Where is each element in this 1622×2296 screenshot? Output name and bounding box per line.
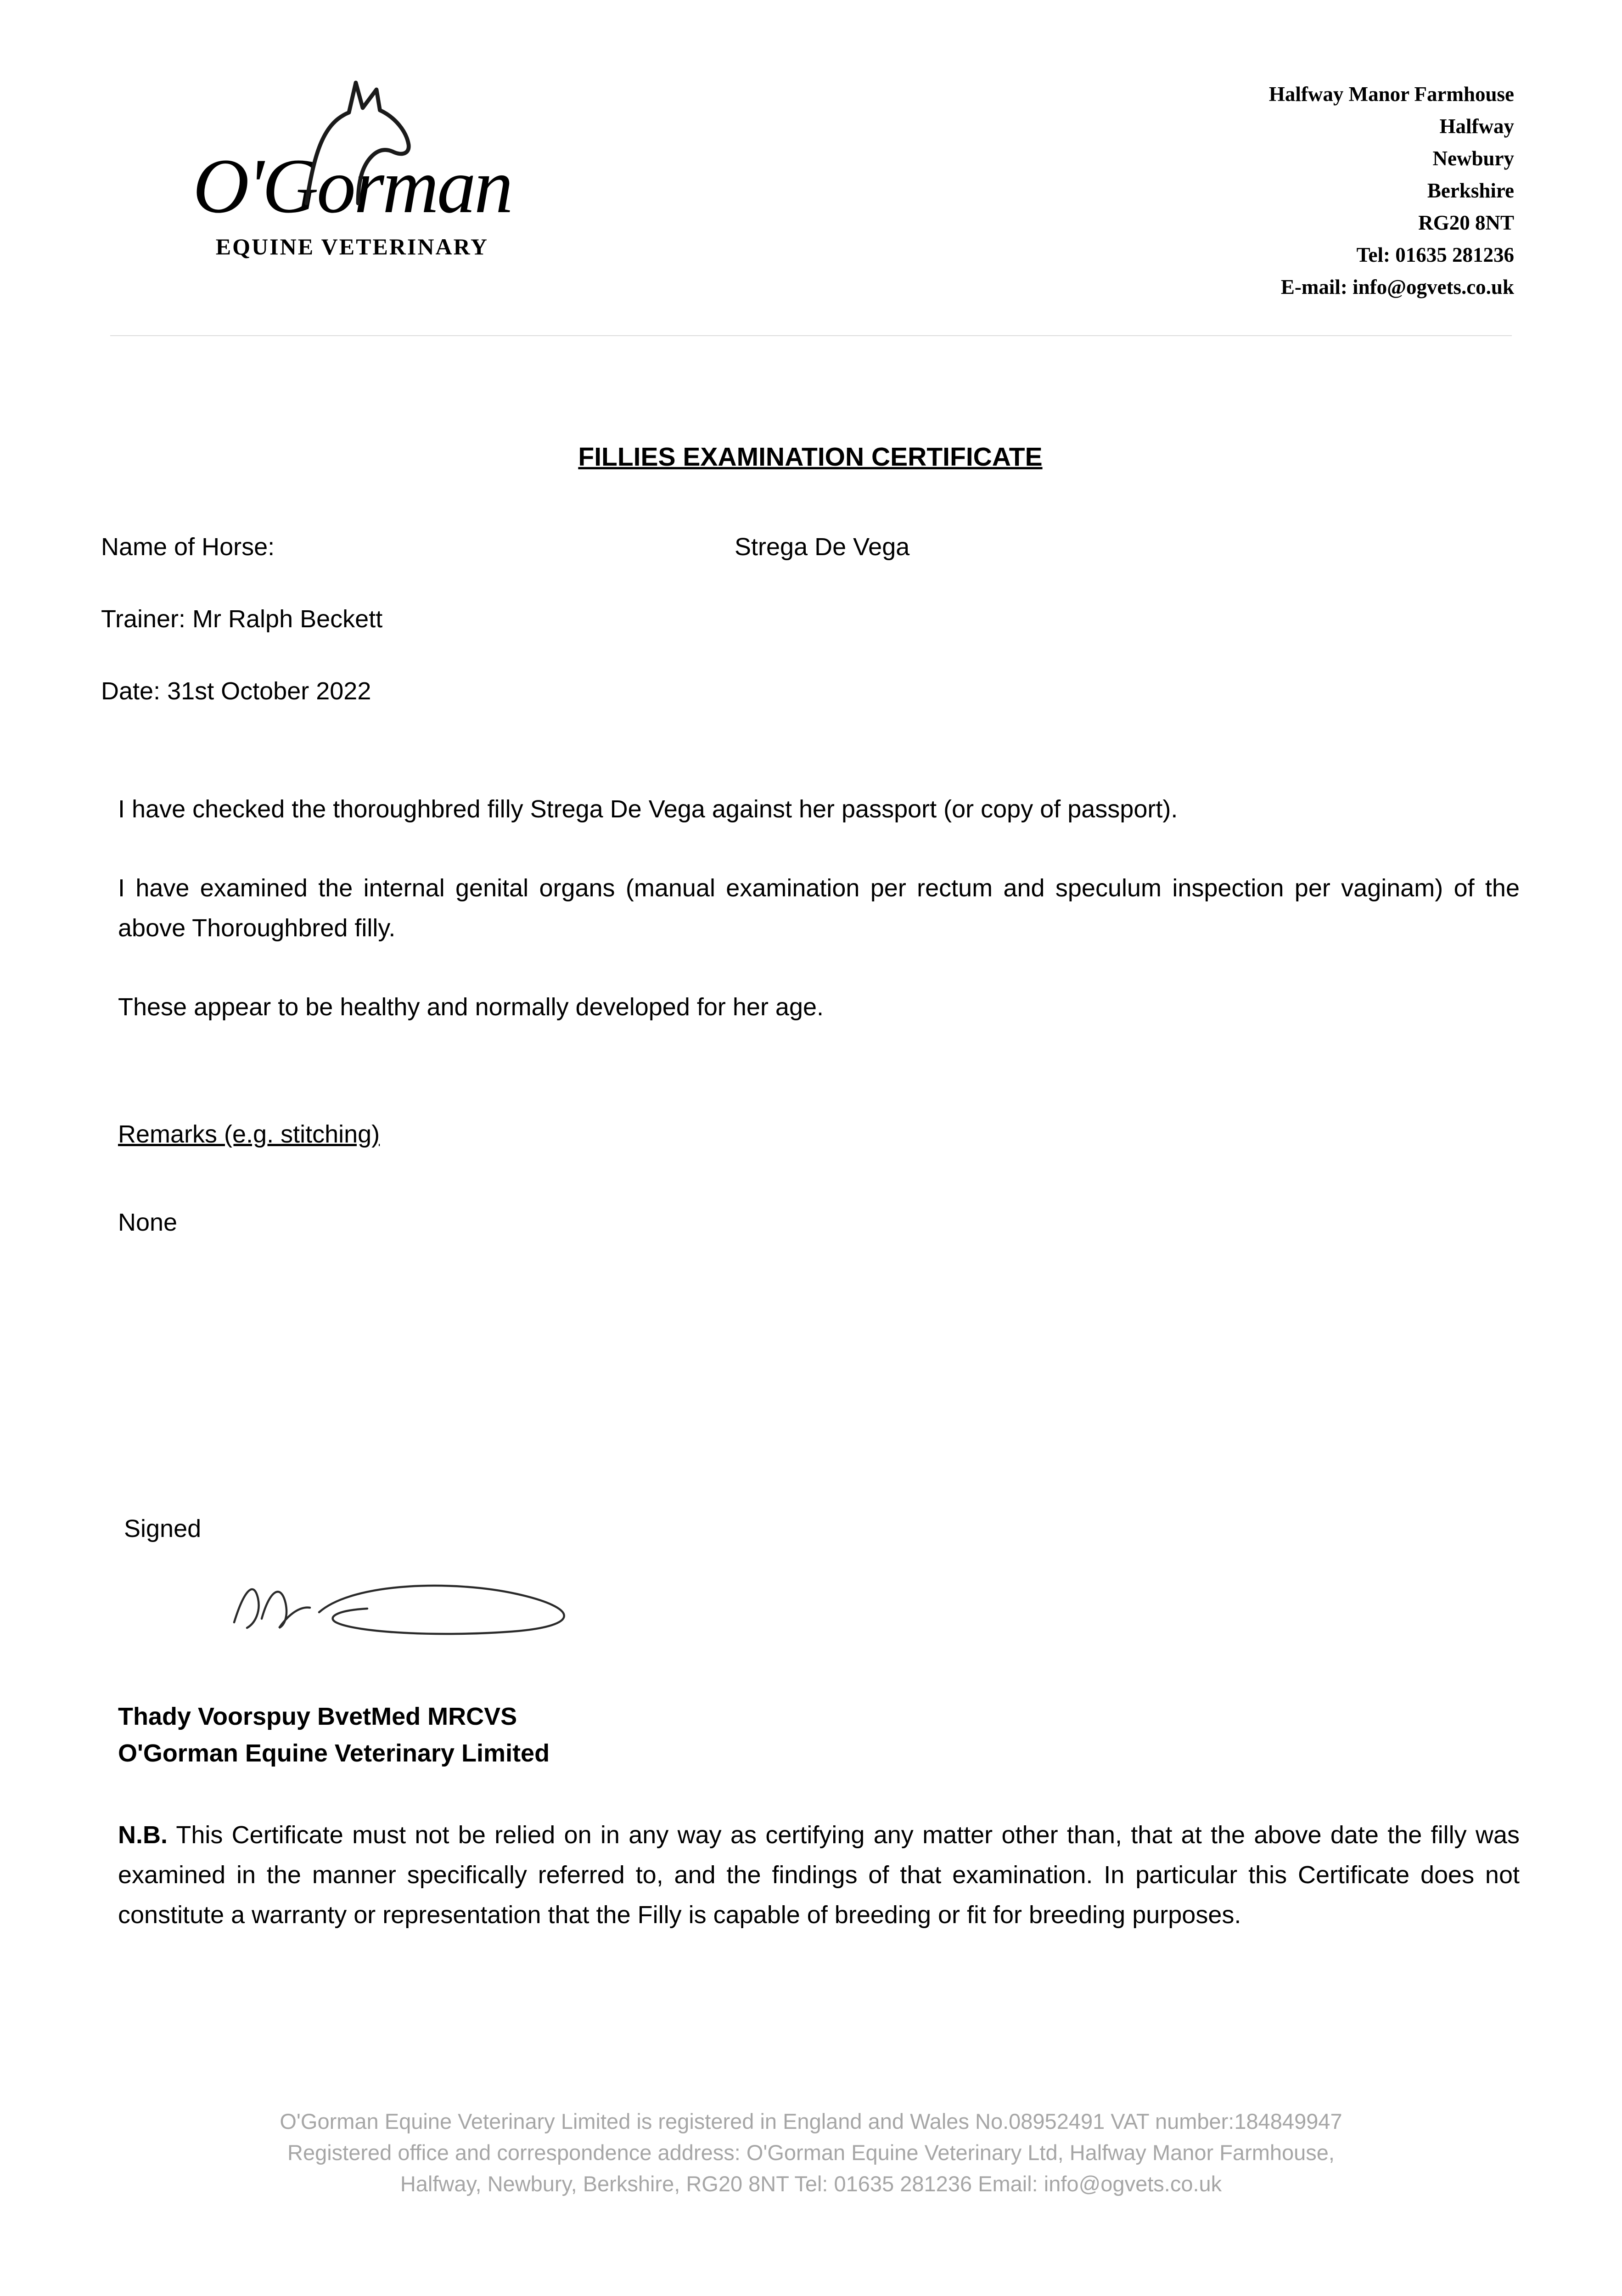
certificate-title: FILLIES EXAMINATION CERTIFICATE <box>578 442 1043 472</box>
footer-line-contact: Halfway, Newbury, Berkshire, RG20 8NT Tel: 01635 281236 Email: info@ogvets.co.uk <box>400 2172 1222 2196</box>
paragraph-passport-check: I have checked the thoroughbred filly Strega De Vega against her passport (or copy of passport). <box>118 795 1178 823</box>
address-line: Tel: 01635 281236 <box>1356 243 1514 266</box>
signer-name: Thady Voorspuy BvetMed MRCVS <box>118 1703 517 1730</box>
field-name-label: Name of Horse: <box>101 533 275 561</box>
address-line: Berkshire <box>1427 179 1514 202</box>
paragraph-examination: I have examined the internal genital organs (manual examination per rectum and speculum inspection per vaginam) of the above Thoroughbred filly. <box>118 874 1520 942</box>
address-line: Newbury <box>1432 147 1514 170</box>
logo <box>193 78 511 260</box>
field-name-value: Strega De Vega <box>735 533 910 561</box>
nb-label: N.B. <box>118 1821 168 1849</box>
fields <box>101 527 1520 711</box>
field-trainer: Trainer: Mr Ralph Beckett <box>101 605 383 633</box>
field-name-of-horse <box>101 527 1520 567</box>
address-block <box>1269 78 1514 303</box>
signature-image <box>216 1553 1520 1648</box>
address-line: RG20 8NT <box>1418 211 1514 234</box>
signed-label: Signed <box>124 1515 202 1542</box>
horse-head-icon <box>289 67 427 214</box>
handwritten-signature-icon <box>216 1553 606 1645</box>
signer-company: O'Gorman Equine Veterinary Limited <box>118 1739 550 1767</box>
address-line: Halfway <box>1439 115 1514 138</box>
footer <box>0 2106 1622 2296</box>
footer-line-address: Registered office and correspondence address: O'Gorman Equine Veterinary Ltd, Halfway Manor Farmhouse, <box>287 2140 1335 2165</box>
certificate-body <box>0 336 1622 1935</box>
header <box>0 0 1622 303</box>
nb-text: This Certificate must not be relied on in any way as certifying any matter other than, that at the above date the filly was examined in the manner specifically referred to, and the findings of that examination. In particular this Certificate does not constitute a warranty or representation that the Filly is capable of breeding or fit for breeding purposes. <box>118 1821 1520 1929</box>
address-line: Halfway Manor Farmhouse <box>1268 83 1514 106</box>
remarks-value: None <box>118 1209 178 1236</box>
paragraph-findings: These appear to be healthy and normally developed for her age. <box>118 993 824 1021</box>
address-line: E-mail: info@ogvets.co.uk <box>1280 276 1514 298</box>
nb-paragraph <box>118 1815 1520 1935</box>
footer-line-registration: O'Gorman Equine Veterinary Limited is registered in England and Wales No.08952491 VAT number:184849947 <box>280 2109 1342 2133</box>
signer-block <box>118 1698 1520 1772</box>
logo-subtitle: EQUINE VETERINARY <box>215 234 489 259</box>
logo-title: O'Gorman <box>193 143 511 229</box>
field-date: Date: 31st October 2022 <box>101 677 371 705</box>
statement-paragraphs <box>118 789 1520 1027</box>
remarks-heading: Remarks (e.g. stitching) <box>118 1120 380 1148</box>
